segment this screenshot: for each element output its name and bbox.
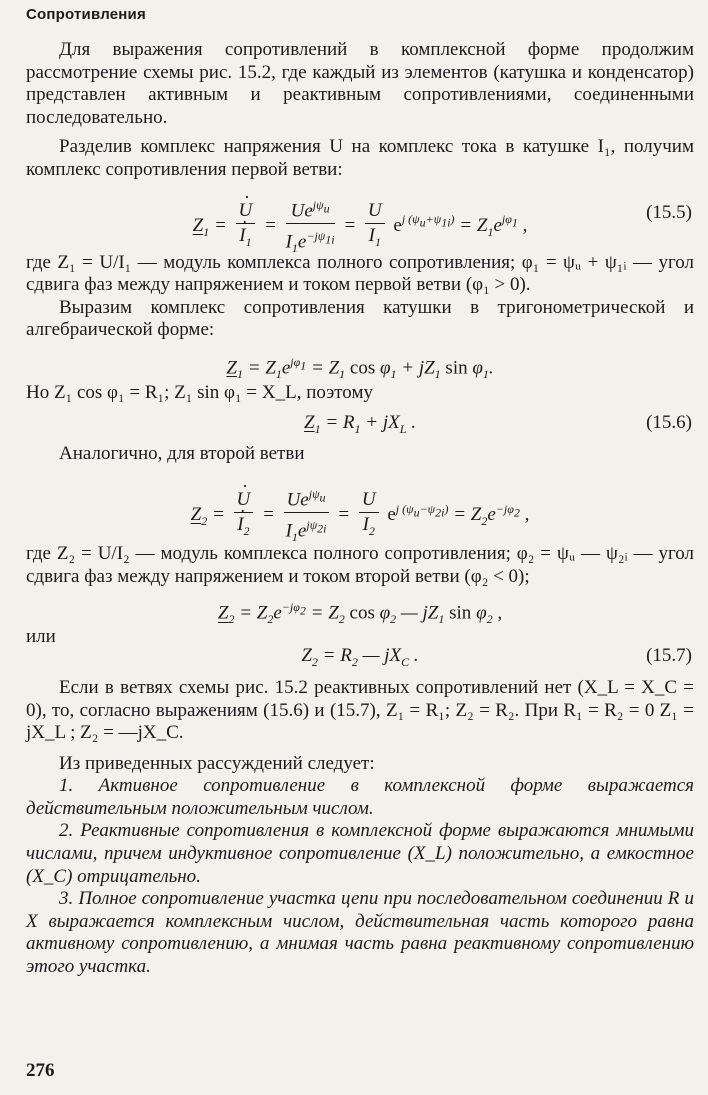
page-content bbox=[26, 6, 694, 979]
conclusion-2: 2. Реактивные сопротивления в комплексной форме выражаются мнимыми числами, причем индуктивное сопротивление (X_L) положительно, а емкостное (X_C) отрицательно. bbox=[26, 820, 694, 887]
equation-number: (15.5) bbox=[646, 201, 692, 223]
conclusion-1: 1. Активное сопротивление в комплексной форме выражается действительным положительным числом. bbox=[26, 775, 694, 819]
paragraph-intro: Для выражения сопротивлений в комплексной форме продолжим рассмотрение схемы рис. 15.2, где каждый из элементов (катушка и конденсатор) представлен активным и реактивным сопротивлениями, соединенными последовательно. bbox=[26, 39, 694, 128]
paragraph-substitution: Но Z₁ cos φ₁ = R₁; Z₁ sin φ₁ = X_L, поэтому bbox=[26, 381, 373, 403]
equation-15-6: $Z_1 = R_1 + jX_L$ . (15.6) bbox=[26, 405, 694, 441]
paragraph-trig-form: Выразим комплекс сопротивления катушки в тригонометрической и алгебраической форме: bbox=[26, 296, 694, 341]
equation-trig: $Z_1 = Z_1e^{j\varphi_1} = Z_1$ $\cos \varphi_1 + jZ_1$ $\sin \varphi_1$. bbox=[226, 354, 494, 382]
paragraph-second-branch: Аналогично, для второй ветви bbox=[59, 442, 305, 464]
equation-15-5: $Z_1$ = · U · $I_1$ = $\frac{Ue^{j\psi_u}}{I_1e^{-j\psi_{1i}}}$ = $\frac{U}{I_1}$ $e^{j (\psi_u+\psi_{1i})} = Z_1e^{j\varphi_1}$ , (15.5) bbox=[26, 184, 694, 246]
equation-number: (15.7) bbox=[646, 644, 692, 666]
conclusion-3: 3. Полное сопротивление участка цепи при последовательном соединении R и X выражается комплексным числом, действительная часть которого равна активному сопротивлению, а мнимая часть равна реактивному сопротивлению этого участка. bbox=[26, 888, 694, 978]
paragraph-definitions-1: где Z₁ = U/I₁ — модуль комплекса полного сопротивления; φ₁ = ψᵤ + ψ₁ᵢ — угол сдвига фаз между напряжением и током первой ветви (φ₁ > 0). bbox=[26, 251, 694, 296]
section-header: Сопротивления bbox=[26, 6, 146, 23]
paragraph-definitions-2: где Z₂ = U/I₂ — модуль комплекса полного сопротивления; φ₂ = ψᵤ — ψ₂ᵢ — угол сдвига фаз между напряжением и током второй ветви (φ₂ < 0); bbox=[26, 543, 694, 587]
paragraph-conclusions-intro: Из приведенных рассуждений следует: bbox=[59, 752, 375, 774]
equation-second-branch: $Z_2$ = · U · $I_2$ = $\frac{Ue^{j\psi_u}}{I_1e^{j\psi_{2i}}}$ = $\frac{U}{I_2}$ $e^{j (\psi_u-\psi_{2i})} = Z_2e^{-j\varphi_2}$ , bbox=[26, 465, 694, 535]
paragraph-no-reactance: Если в ветвях схемы рис. 15.2 реактивных сопротивлений нет (X_L = X_C = 0), то, согласно выражениям (15.6) и (15.7), Z₁ = R₁; Z₂ = R₂. При R₁ = R₂ = 0 Z₁ = jX_L ; Z₂ = —jX_C. bbox=[26, 676, 694, 744]
equation-number: (15.6) bbox=[646, 411, 692, 433]
page-number: 276 bbox=[26, 1060, 55, 1081]
equation-second-trig: $Z_2 = Z_2e^{-j\varphi_2} = Z_2$ $\cos \varphi_2$ — $jZ_1$ $\sin \varphi_2$ , bbox=[217, 600, 503, 627]
equation-15-7: $Z_2 = R_2$ — $jX_C$ . (15.7) bbox=[26, 641, 694, 671]
paragraph-or: или bbox=[26, 626, 56, 648]
paragraph-division: Разделив комплекс напряжения U на комплекс тока в катушке I₁, получим комплекс сопротивления первой ветви: bbox=[26, 136, 694, 180]
